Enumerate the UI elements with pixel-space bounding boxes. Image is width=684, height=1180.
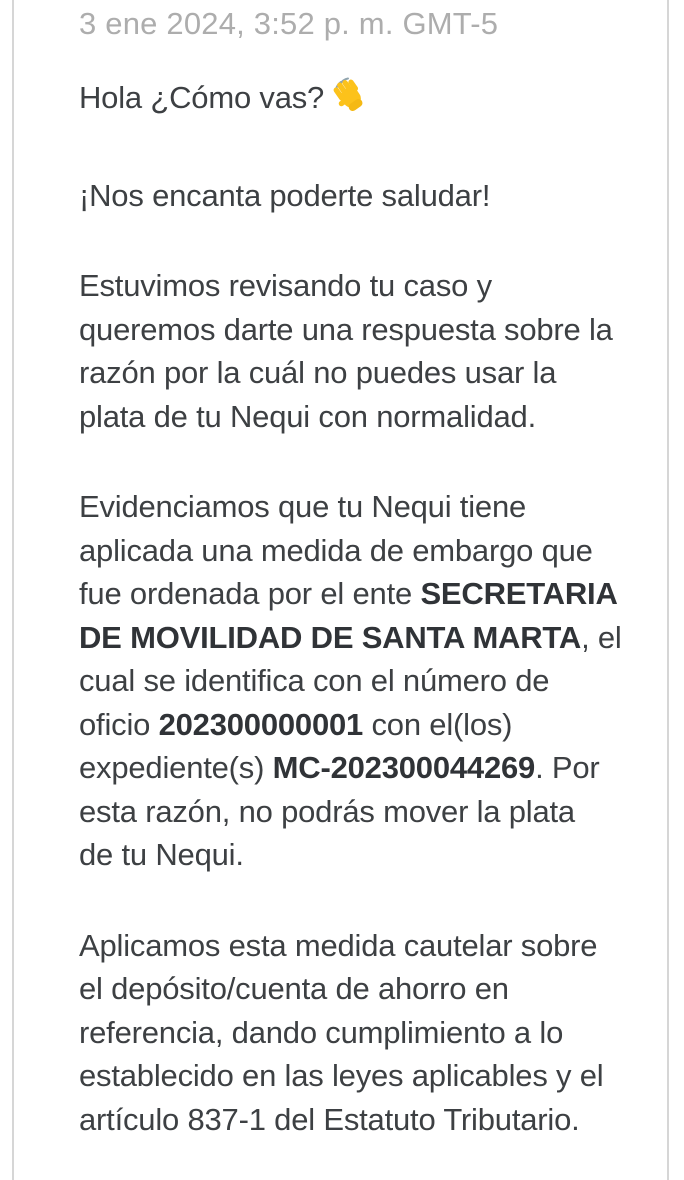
measure-line-2: el depósito/cuenta de ahorro en bbox=[79, 971, 509, 1006]
embargo-line-4-text: , el bbox=[581, 619, 622, 655]
embargo-line-3-text: fue ordenada por el ente bbox=[79, 576, 421, 611]
expediente-number: MC-202300044269 bbox=[272, 750, 536, 785]
oficio-number: 202300000001 bbox=[158, 706, 364, 742]
embargo-line-1: Evidenciamos que tu Nequi tiene bbox=[79, 489, 527, 524]
entity-name-part-2: DE MOVILIDAD DE SANTA MARTA bbox=[79, 619, 582, 655]
embargo-line-2: aplicada una medida de embargo que bbox=[79, 532, 593, 568]
embargo-line-6-text-2: con el(los) bbox=[363, 706, 513, 742]
embargo-line-7-text: expediente(s) bbox=[79, 750, 273, 785]
salutation-line: ¡Nos encanta poderte saludar! bbox=[79, 177, 491, 213]
greeting-paragraph bbox=[79, 75, 647, 127]
embargo-line-9: de tu Nequi. bbox=[79, 837, 244, 872]
review-line-1: Estuvimos revisando tu caso y bbox=[79, 268, 492, 303]
greeting-line bbox=[79, 80, 372, 115]
measure-paragraph bbox=[79, 924, 647, 1142]
email-message-card bbox=[12, 0, 669, 1180]
review-line-3: razón por la cuál no puedes usar la bbox=[79, 355, 557, 390]
embargo-line-5: cual se identifica con el número de bbox=[79, 663, 550, 698]
embargo-paragraph bbox=[79, 485, 647, 877]
embargo-line-7-text-2: . Por bbox=[535, 750, 600, 785]
message-timestamp: 3 ene 2024, 3:52 p. m. GMT-5 bbox=[79, 6, 499, 41]
waving-hand-emoji bbox=[332, 75, 372, 127]
embargo-line-3 bbox=[79, 572, 647, 616]
embargo-line-7 bbox=[79, 746, 647, 790]
embargo-line-6 bbox=[79, 703, 647, 747]
entity-name-part-1: SECRETARIA bbox=[420, 576, 618, 611]
review-line-4: plata de tu Nequi con normalidad. bbox=[79, 398, 536, 434]
embargo-line-4 bbox=[79, 616, 647, 660]
embargo-line-8: esta razón, no podrás mover la plata bbox=[79, 793, 575, 829]
review-paragraph bbox=[79, 264, 647, 438]
measure-line-4: establecido en las leyes aplicables y el bbox=[79, 1058, 604, 1093]
salutation-paragraph bbox=[79, 174, 647, 218]
measure-line-1: Aplicamos esta medida cautelar sobre bbox=[79, 927, 598, 963]
review-line-2: queremos darte una respuesta sobre la bbox=[79, 311, 613, 347]
greeting-text: Hola ¿Cómo vas? bbox=[79, 80, 325, 115]
measure-line-3: referencia, dando cumplimiento a lo bbox=[79, 1014, 564, 1050]
measure-line-5: artículo 837-1 del Estatuto Tributario. bbox=[79, 1101, 580, 1137]
embargo-line-6-text: oficio bbox=[79, 706, 159, 742]
